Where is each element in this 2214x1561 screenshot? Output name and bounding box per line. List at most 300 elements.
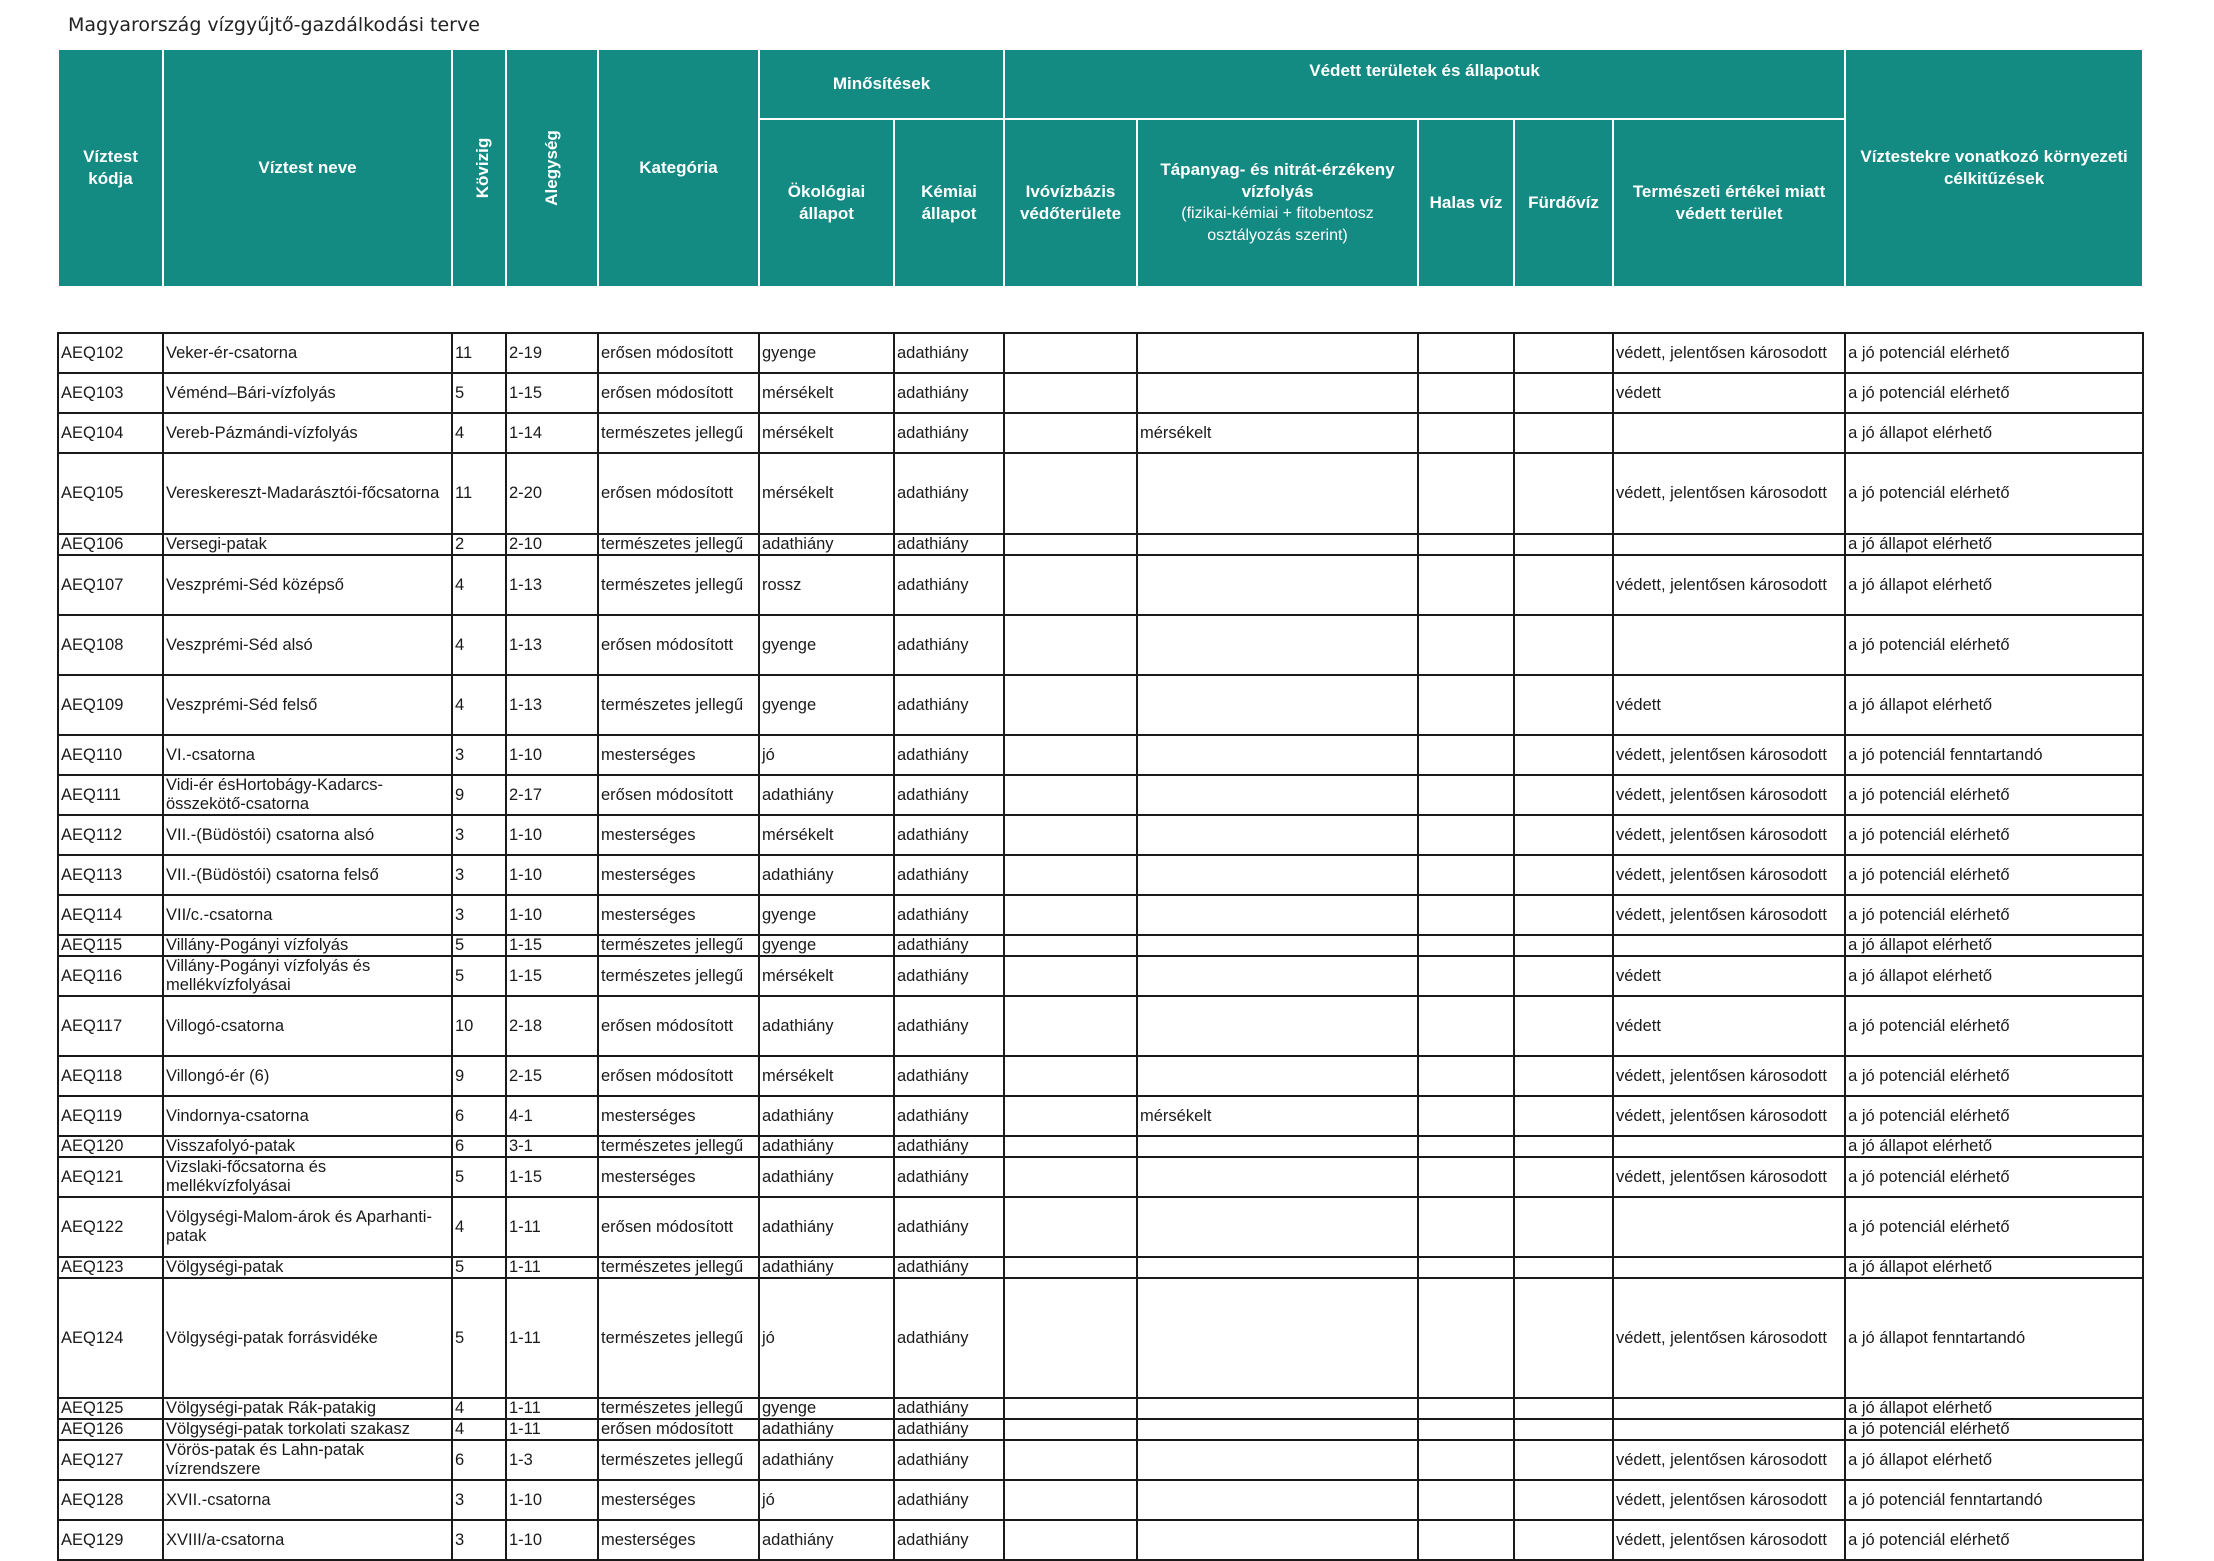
cell-celkituzes: a jó állapot elérhető [1845,1257,2143,1278]
cell-kemiai: adathiány [894,555,1004,615]
cell-termeszeti: védett, jelentősen károsodott [1613,1440,1845,1480]
cell-termeszeti: védett, jelentősen károsodott [1613,1056,1845,1096]
water-body-table [57,48,2144,1561]
cell-furdoviz [1514,735,1613,775]
cell-furdoviz [1514,815,1613,855]
cell-name: VII/c.-csatorna [163,895,452,935]
cell-name: Vidi-ér ésHortobágy-Kadarcs-összekötő-csatorna [163,775,452,815]
cell-alegyseg: 1-11 [506,1278,598,1398]
cell-ivoviz [1004,1520,1137,1560]
cell-halas [1418,1419,1514,1440]
cell-okologiai: rossz [759,555,894,615]
cell-okologiai: adathiány [759,1157,894,1197]
cell-termeszeti: védett [1613,675,1845,735]
header-kovizig: Kövizig [452,49,506,287]
cell-name: Veker-ér-csatorna [163,333,452,373]
cell-ivoviz [1004,935,1137,956]
header-ivoviz: Ivóvízbázis védőterülete [1004,119,1137,287]
cell-ivoviz [1004,775,1137,815]
cell-tapanyag [1137,1520,1418,1560]
cell-name: Vizslaki-főcsatorna és mellékvízfolyásai [163,1157,452,1197]
header-kategoria: Kategória [598,49,759,287]
header-tapanyag [1137,119,1418,287]
cell-code: AEQ109 [58,675,163,735]
cell-code: AEQ120 [58,1136,163,1157]
cell-tapanyag [1137,1398,1418,1419]
cell-okologiai: gyenge [759,675,894,735]
table-body [58,333,2143,1560]
cell-halas [1418,1157,1514,1197]
cell-name: Veszprémi-Séd középső [163,555,452,615]
cell-name: Villány-Pogányi vízfolyás és mellékvízfolyásai [163,956,452,996]
cell-alegyseg: 1-11 [506,1197,598,1257]
table-row [58,555,2143,615]
cell-alegyseg: 1-10 [506,855,598,895]
cell-kemiai: adathiány [894,413,1004,453]
cell-ivoviz [1004,956,1137,996]
cell-kategoria: mesterséges [598,1157,759,1197]
cell-ivoviz [1004,373,1137,413]
table-row [58,675,2143,735]
cell-termeszeti: védett [1613,996,1845,1056]
cell-halas [1418,1257,1514,1278]
cell-halas [1418,956,1514,996]
cell-celkituzes: a jó állapot elérhető [1845,1440,2143,1480]
cell-halas [1418,1197,1514,1257]
cell-termeszeti: védett, jelentősen károsodott [1613,1278,1845,1398]
table-row [58,1398,2143,1419]
cell-okologiai: gyenge [759,895,894,935]
cell-celkituzes: a jó potenciál elérhető [1845,615,2143,675]
cell-termeszeti: védett, jelentősen károsodott [1613,775,1845,815]
cell-kemiai: adathiány [894,1480,1004,1520]
cell-kemiai: adathiány [894,1257,1004,1278]
cell-name: Vörös-patak és Lahn-patak vízrendszere [163,1440,452,1480]
cell-kemiai: adathiány [894,1197,1004,1257]
cell-termeszeti: védett, jelentősen károsodott [1613,895,1845,935]
table-row [58,453,2143,534]
cell-celkituzes: a jó potenciál elérhető [1845,1056,2143,1096]
cell-kategoria: természetes jellegű [598,534,759,555]
cell-furdoviz [1514,534,1613,555]
cell-okologiai: adathiány [759,855,894,895]
cell-code: AEQ121 [58,1157,163,1197]
cell-termeszeti [1613,615,1845,675]
cell-alegyseg: 4-1 [506,1096,598,1136]
cell-name: Völgységi-patak [163,1257,452,1278]
cell-halas [1418,1056,1514,1096]
header-celkituzesek: Víztestekre vonatkozó környezeti célkitűzések [1845,49,2143,287]
cell-ivoviz [1004,1440,1137,1480]
cell-halas [1418,855,1514,895]
cell-code: AEQ126 [58,1419,163,1440]
cell-kovizig: 4 [452,1197,506,1257]
document-title: Magyarország vízgyűjtő-gazdálkodási terve [68,14,480,36]
cell-kemiai: adathiány [894,1278,1004,1398]
cell-okologiai: adathiány [759,1257,894,1278]
table-row [58,735,2143,775]
table-row [58,1157,2143,1197]
cell-halas [1418,453,1514,534]
cell-alegyseg: 1-14 [506,413,598,453]
cell-kemiai: adathiány [894,1157,1004,1197]
cell-halas [1418,775,1514,815]
cell-furdoviz [1514,373,1613,413]
cell-furdoviz [1514,1419,1613,1440]
cell-okologiai: adathiány [759,1197,894,1257]
cell-alegyseg: 1-10 [506,1480,598,1520]
cell-kovizig: 3 [452,855,506,895]
cell-code: AEQ103 [58,373,163,413]
cell-okologiai: mérsékelt [759,956,894,996]
cell-kemiai: adathiány [894,534,1004,555]
cell-kemiai: adathiány [894,956,1004,996]
cell-code: AEQ123 [58,1257,163,1278]
header-tapanyag-subtitle: (fizikai-kémiai + fitobentosz osztályozás szerint) [1181,205,1374,244]
cell-code: AEQ116 [58,956,163,996]
cell-alegyseg: 2-18 [506,996,598,1056]
cell-okologiai: gyenge [759,935,894,956]
cell-tapanyag [1137,1278,1418,1398]
cell-name: Völgységi-patak Rák-patakig [163,1398,452,1419]
cell-tapanyag [1137,615,1418,675]
cell-tapanyag [1137,1440,1418,1480]
cell-celkituzes: a jó potenciál elérhető [1845,1419,2143,1440]
cell-kemiai: adathiány [894,453,1004,534]
header-code: Víztest kódja [58,49,163,287]
cell-ivoviz [1004,1056,1137,1096]
cell-kemiai: adathiány [894,373,1004,413]
header-termeszeti: Természeti értékei miatt védett terület [1613,119,1845,287]
cell-name: Versegi-patak [163,534,452,555]
table-row [58,1096,2143,1136]
cell-kategoria: természetes jellegű [598,935,759,956]
cell-tapanyag [1137,855,1418,895]
cell-name: Villány-Pogányi vízfolyás [163,935,452,956]
cell-kovizig: 4 [452,675,506,735]
cell-celkituzes: a jó potenciál elérhető [1845,815,2143,855]
cell-furdoviz [1514,1398,1613,1419]
cell-celkituzes: a jó potenciál elérhető [1845,1157,2143,1197]
cell-kemiai: adathiány [894,996,1004,1056]
cell-code: AEQ111 [58,775,163,815]
cell-name: Veszprémi-Séd alsó [163,615,452,675]
header-halas: Halas víz [1418,119,1514,287]
cell-celkituzes: a jó potenciál fenntartandó [1845,1480,2143,1520]
cell-ivoviz [1004,534,1137,555]
cell-halas [1418,996,1514,1056]
cell-alegyseg: 1-10 [506,735,598,775]
cell-celkituzes: a jó potenciál elérhető [1845,453,2143,534]
cell-furdoviz [1514,555,1613,615]
cell-okologiai: jó [759,735,894,775]
cell-tapanyag [1137,815,1418,855]
table-row [58,775,2143,815]
cell-code: AEQ106 [58,534,163,555]
cell-alegyseg: 1-13 [506,555,598,615]
cell-name: VII.-(Büdöstói) csatorna felső [163,855,452,895]
table-row [58,996,2143,1056]
cell-celkituzes: a jó potenciál elérhető [1845,996,2143,1056]
cell-code: AEQ124 [58,1278,163,1398]
cell-kemiai: adathiány [894,935,1004,956]
cell-okologiai: adathiány [759,996,894,1056]
cell-halas [1418,735,1514,775]
cell-ivoviz [1004,1398,1137,1419]
cell-code: AEQ118 [58,1056,163,1096]
cell-alegyseg: 2-17 [506,775,598,815]
table-row [58,534,2143,555]
cell-name: VII.-(Büdöstói) csatorna alsó [163,815,452,855]
cell-termeszeti: védett, jelentősen károsodott [1613,1096,1845,1136]
cell-kategoria: természetes jellegű [598,1257,759,1278]
cell-termeszeti: védett, jelentősen károsodott [1613,1480,1845,1520]
cell-ivoviz [1004,1197,1137,1257]
table-row [58,1419,2143,1440]
cell-ivoviz [1004,815,1137,855]
cell-kovizig: 4 [452,413,506,453]
cell-okologiai: adathiány [759,1520,894,1560]
cell-alegyseg: 1-15 [506,1157,598,1197]
header-okologiai: Ökológiai állapot [759,119,894,287]
cell-kovizig: 5 [452,1278,506,1398]
cell-name: Völgységi-patak forrásvidéke [163,1278,452,1398]
cell-tapanyag: mérsékelt [1137,1096,1418,1136]
cell-alegyseg: 1-15 [506,935,598,956]
cell-kovizig: 3 [452,815,506,855]
cell-termeszeti: védett [1613,373,1845,413]
cell-name: Villongó-ér (6) [163,1056,452,1096]
cell-name: Vereskereszt-Madarásztói-főcsatorna [163,453,452,534]
table-row [58,895,2143,935]
cell-kategoria: mesterséges [598,1096,759,1136]
cell-celkituzes: a jó potenciál elérhető [1845,1096,2143,1136]
cell-celkituzes: a jó potenciál elérhető [1845,1520,2143,1560]
table-row [58,935,2143,956]
cell-name: VI.-csatorna [163,735,452,775]
cell-okologiai: gyenge [759,333,894,373]
cell-tapanyag [1137,675,1418,735]
cell-termeszeti [1613,1419,1845,1440]
cell-furdoviz [1514,453,1613,534]
cell-termeszeti [1613,1197,1845,1257]
cell-tapanyag [1137,956,1418,996]
cell-code: AEQ112 [58,815,163,855]
cell-okologiai: adathiány [759,1096,894,1136]
cell-kategoria: mesterséges [598,735,759,775]
cell-kovizig: 5 [452,956,506,996]
cell-halas [1418,373,1514,413]
cell-alegyseg: 1-11 [506,1257,598,1278]
cell-okologiai: mérsékelt [759,373,894,413]
cell-halas [1418,333,1514,373]
cell-halas [1418,1480,1514,1520]
cell-furdoviz [1514,675,1613,735]
cell-ivoviz [1004,413,1137,453]
cell-termeszeti [1613,1257,1845,1278]
cell-code: AEQ119 [58,1096,163,1136]
cell-code: AEQ122 [58,1197,163,1257]
cell-kovizig: 4 [452,555,506,615]
cell-tapanyag [1137,895,1418,935]
cell-furdoviz [1514,956,1613,996]
table-row [58,815,2143,855]
cell-kategoria: természetes jellegű [598,555,759,615]
cell-code: AEQ104 [58,413,163,453]
cell-tapanyag [1137,996,1418,1056]
cell-celkituzes: a jó állapot fenntartandó [1845,1278,2143,1398]
cell-celkituzes: a jó állapot elérhető [1845,413,2143,453]
cell-kovizig: 3 [452,1480,506,1520]
cell-kategoria: természetes jellegű [598,1440,759,1480]
cell-kategoria: mesterséges [598,895,759,935]
cell-kovizig: 11 [452,333,506,373]
cell-alegyseg: 1-11 [506,1419,598,1440]
cell-okologiai: adathiány [759,1419,894,1440]
cell-kemiai: adathiány [894,1440,1004,1480]
cell-termeszeti: védett, jelentősen károsodott [1613,855,1845,895]
cell-tapanyag [1137,1157,1418,1197]
cell-termeszeti [1613,413,1845,453]
cell-termeszeti: védett, jelentősen károsodott [1613,555,1845,615]
cell-tapanyag [1137,555,1418,615]
cell-ivoviz [1004,1278,1137,1398]
cell-name: Visszafolyó-patak [163,1136,452,1157]
cell-name: Völgységi-Malom-árok és Aparhanti-patak [163,1197,452,1257]
cell-kovizig: 6 [452,1096,506,1136]
cell-kategoria: erősen módosított [598,615,759,675]
cell-halas [1418,1136,1514,1157]
cell-okologiai: adathiány [759,1136,894,1157]
cell-furdoviz [1514,1157,1613,1197]
cell-code: AEQ113 [58,855,163,895]
header-name: Víztest neve [163,49,452,287]
cell-halas [1418,555,1514,615]
table-row [58,1136,2143,1157]
table-row [58,373,2143,413]
cell-alegyseg: 1-10 [506,1520,598,1560]
cell-kategoria: természetes jellegű [598,1278,759,1398]
cell-celkituzes: a jó állapot elérhető [1845,1398,2143,1419]
cell-ivoviz [1004,453,1137,534]
cell-kemiai: adathiány [894,1096,1004,1136]
cell-okologiai: adathiány [759,1440,894,1480]
cell-kategoria: természetes jellegű [598,1398,759,1419]
cell-kovizig: 2 [452,534,506,555]
cell-kategoria: erősen módosított [598,333,759,373]
cell-tapanyag: mérsékelt [1137,413,1418,453]
cell-kategoria: erősen módosított [598,775,759,815]
cell-okologiai: adathiány [759,534,894,555]
table-row [58,1257,2143,1278]
cell-termeszeti [1613,1136,1845,1157]
cell-okologiai: gyenge [759,615,894,675]
cell-okologiai: mérsékelt [759,413,894,453]
cell-furdoviz [1514,895,1613,935]
cell-celkituzes: a jó potenciál elérhető [1845,373,2143,413]
cell-kemiai: adathiány [894,775,1004,815]
cell-alegyseg: 2-19 [506,333,598,373]
cell-tapanyag [1137,453,1418,534]
cell-kategoria: erősen módosított [598,1419,759,1440]
cell-tapanyag [1137,373,1418,413]
table-row [58,333,2143,373]
cell-ivoviz [1004,333,1137,373]
cell-furdoviz [1514,775,1613,815]
cell-termeszeti [1613,534,1845,555]
cell-ivoviz [1004,615,1137,675]
cell-kategoria: erősen módosított [598,373,759,413]
table-row [58,615,2143,675]
cell-halas [1418,895,1514,935]
cell-celkituzes: a jó állapot elérhető [1845,555,2143,615]
cell-okologiai: mérsékelt [759,453,894,534]
cell-kovizig: 4 [452,1398,506,1419]
table-row [58,1278,2143,1398]
cell-ivoviz [1004,1257,1137,1278]
cell-alegyseg: 1-15 [506,373,598,413]
cell-halas [1418,534,1514,555]
cell-termeszeti: védett, jelentősen károsodott [1613,453,1845,534]
cell-code: AEQ117 [58,996,163,1056]
cell-kovizig: 5 [452,1157,506,1197]
cell-ivoviz [1004,555,1137,615]
cell-celkituzes: a jó potenciál elérhető [1845,333,2143,373]
cell-kovizig: 5 [452,935,506,956]
cell-code: AEQ105 [58,453,163,534]
cell-kategoria: mesterséges [598,815,759,855]
cell-kovizig: 4 [452,615,506,675]
cell-halas [1418,615,1514,675]
cell-tapanyag [1137,1419,1418,1440]
table-row [58,956,2143,996]
cell-kemiai: adathiány [894,675,1004,735]
cell-code: AEQ125 [58,1398,163,1419]
cell-kemiai: adathiány [894,333,1004,373]
cell-kemiai: adathiány [894,735,1004,775]
cell-code: AEQ129 [58,1520,163,1560]
cell-termeszeti: védett, jelentősen károsodott [1613,735,1845,775]
cell-halas [1418,815,1514,855]
cell-okologiai: mérsékelt [759,1056,894,1096]
cell-ivoviz [1004,1157,1137,1197]
cell-kategoria: mesterséges [598,1520,759,1560]
cell-termeszeti: védett, jelentősen károsodott [1613,815,1845,855]
cell-alegyseg: 1-10 [506,815,598,855]
cell-ivoviz [1004,1480,1137,1520]
cell-alegyseg: 1-15 [506,956,598,996]
cell-kemiai: adathiány [894,1520,1004,1560]
cell-alegyseg: 1-13 [506,675,598,735]
cell-tapanyag [1137,1197,1418,1257]
cell-kemiai: adathiány [894,1136,1004,1157]
cell-celkituzes: a jó állapot elérhető [1845,1136,2143,1157]
cell-celkituzes: a jó állapot elérhető [1845,534,2143,555]
cell-celkituzes: a jó potenciál elérhető [1845,855,2143,895]
cell-name: Vindornya-csatorna [163,1096,452,1136]
cell-termeszeti: védett [1613,956,1845,996]
cell-okologiai: gyenge [759,1398,894,1419]
cell-name: Veszprémi-Séd felső [163,675,452,735]
cell-ivoviz [1004,735,1137,775]
cell-celkituzes: a jó állapot elérhető [1845,956,2143,996]
cell-termeszeti: védett, jelentősen károsodott [1613,1157,1845,1197]
cell-okologiai: adathiány [759,775,894,815]
cell-furdoviz [1514,1136,1613,1157]
cell-name: Véménd–Bári-vízfolyás [163,373,452,413]
cell-ivoviz [1004,1136,1137,1157]
cell-code: AEQ107 [58,555,163,615]
